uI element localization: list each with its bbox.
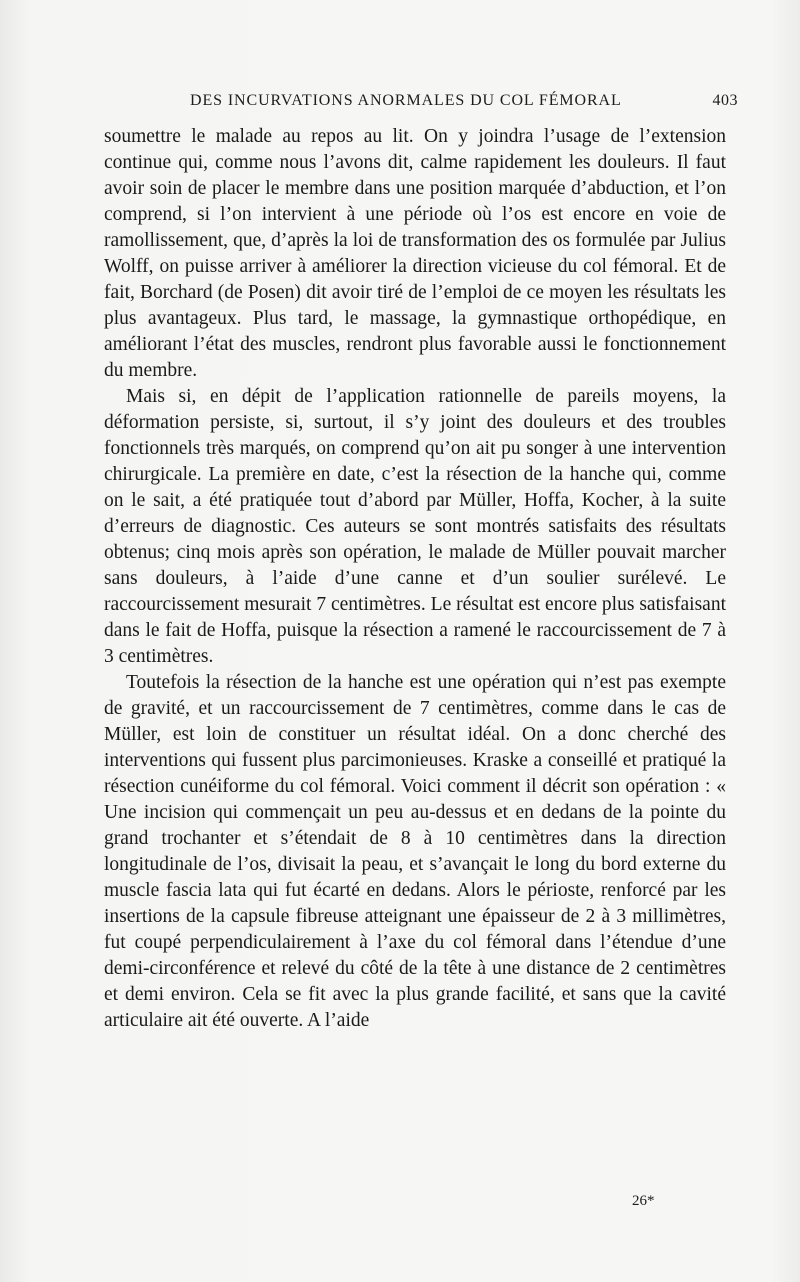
page-header <box>104 92 738 116</box>
paragraph: soumettre le malade au repos au lit. On y joindra l’usage de l’extension continue qui, comme nous l’avons dit, calme rapidement les douleurs. Il faut avoir soin de placer le membre dans une position marquée d’abduction, et l’on comprend, si l’on intervient à une période où l’os est encore en voie de ramollissement, que, d’après la loi de transformation des os formulée par Julius Wolff, on puisse arriver à améliorer la direction vicieuse du col fémoral. Et de fait, Borchard (de Posen) dit avoir tiré de l’emploi de ce moyen les résultats les plus avantageux. Plus tard, le massage, la gymnastique orthopédique, en améliorant l’état des muscles, rendront plus favorable aussi le fonctionnement du membre. <box>104 126 726 381</box>
body-text <box>104 124 726 1034</box>
page-number: 403 <box>712 92 738 109</box>
running-title: DES INCURVATIONS ANORMALES DU COL FÉMORAL <box>190 92 622 109</box>
paragraph: Toutefois la résection de la hanche est une opération qui n’est pas exempte de gravité, et un raccourcissement de 7 centimètres, comme dans le cas de Müller, est loin de constituer un résultat idéal. On a donc cherché des interventions qui fussent plus parcimonieuses. Kraske a conseillé et pratiqué la résection cunéiforme du col fémoral. Voici comment il décrit son opération : « Une incision qui commençait un peu au-dessus et en dedans de la pointe du grand trochanter et s’étendait de 8 à 10 centimètres dans la direction longitudinale de l’os, divisait la peau, et s’avançait le long du bord externe du muscle fascia lata qui fut écarté en dedans. Alors le périoste, renforcé par les insertions de la capsule fibreuse atteignant une épaisseur de 2 à 3 millimètres, fut coupé perpendiculairement à l’axe du col fémoral dans l’étendue d’une demi-circonférence et relevé du côté de la tête à une distance de 2 centimètres et demi environ. Cela se fit avec la plus grande facilité, et sans que la cavité articulaire ait été ouverte. A l’aide <box>104 672 726 1031</box>
paragraph: Mais si, en dépit de l’application rationnelle de pareils moyens, la déformation persiste, si, surtout, il s’y joint des douleurs et des troubles fonctionnels très marqués, on comprend qu’on ait pu songer à une intervention chirurgicale. La première en date, c’est la résection de la hanche qui, comme on le sait, a été pratiquée tout d’abord par Müller, Hoffa, Kocher, à la suite d’erreurs de diagnostic. Ces auteurs se sont montrés satisfaits des résultats obtenus; cinq mois après son opération, le malade de Müller pouvait marcher sans douleurs, à l’aide d’une canne et d’un soulier surélevé. Le raccourcissement mesurait 7 centimètres. Le résultat est encore plus satisfaisant dans le fait de Hoffa, puisque la résection a ramené le raccourcissement de 7 à 3 centimètres. <box>104 386 726 667</box>
signature-mark: 26* <box>632 1193 655 1209</box>
